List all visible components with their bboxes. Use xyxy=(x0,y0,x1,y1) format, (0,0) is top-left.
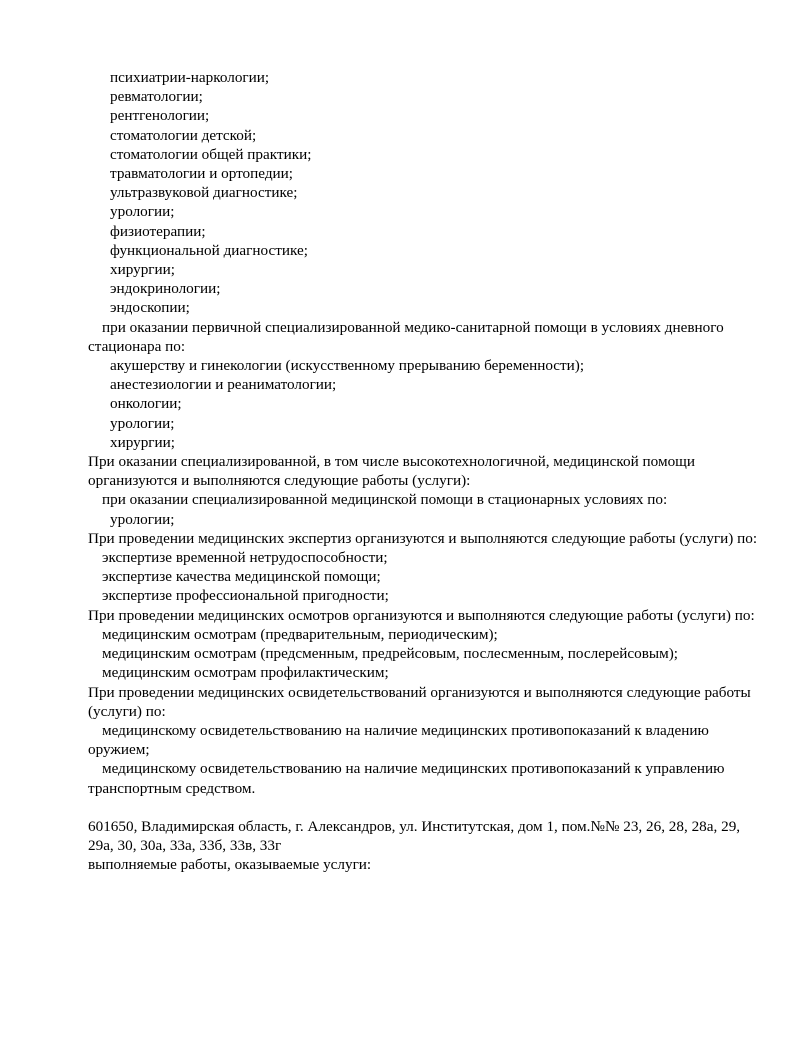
certification-heading: При проведении медицинских освидетельствований организуются и выполняются следующие работы (услуги) по: xyxy=(88,683,751,720)
spacer xyxy=(88,798,768,817)
list-item: акушерству и гинекологии (искусственному прерыванию беременности); xyxy=(110,357,585,375)
exams-heading: При проведении медицинских осмотров организуются и выполняются следующие работы (услуги) по: xyxy=(88,606,755,624)
list-item: анестезиологии и реаниматологии; xyxy=(110,376,337,394)
list-item: онкологии; xyxy=(110,395,182,413)
list-item: урологии; xyxy=(110,203,175,221)
list-item: медицинским осмотрам (предсменным, предрейсовым, послесменным, послерейсовым); xyxy=(102,645,679,663)
list-item: медицинским осмотрам профилактическим; xyxy=(102,664,389,682)
document-page xyxy=(88,68,768,875)
inpatient-heading: при оказании специализированной медицинской помощи в стационарных условиях по: xyxy=(102,491,668,509)
list-item: урологии; xyxy=(110,414,175,432)
services-label: выполняемые работы, оказываемые услуги: xyxy=(88,856,372,874)
list-item: урологии; xyxy=(110,510,175,528)
address: 601650, Владимирская область, г. Александров, ул. Институтская, дом 1, пом.№№ 23, 26, 28, 28а, 29, 29а, 30, 30а, 33а, 33б, 33в, 33г xyxy=(88,817,741,855)
list-item: рентгенологии; xyxy=(110,107,210,125)
list-item: медицинскому освидетельствованию на наличие медицинских противопоказаний к владению оружием; xyxy=(88,721,709,759)
list-item: экспертизе качества медицинской помощи; xyxy=(102,568,381,586)
list-item: физиотерапии; xyxy=(110,222,206,240)
list-item: медицинскому освидетельствованию на наличие медицинских противопоказаний к управлению транспортным средством. xyxy=(88,760,725,797)
list-item: эндокринологии; xyxy=(110,280,221,298)
list-item: хирургии; xyxy=(110,433,176,451)
list-item: ультразвуковой диагностике; xyxy=(110,184,298,202)
list-item: стоматологии общей практики; xyxy=(110,145,312,163)
list-item: стоматологии детской; xyxy=(110,126,257,144)
list-item: экспертизе временной нетрудоспособности; xyxy=(102,549,388,567)
list-item: медицинским осмотрам (предварительным, периодическим); xyxy=(102,625,498,643)
list-item: ревматологии; xyxy=(110,88,203,106)
list-item: экспертизе профессиональной пригодности; xyxy=(102,587,389,605)
list-item: эндоскопии; xyxy=(110,299,190,317)
list-item: функциональной диагностике; xyxy=(110,241,308,259)
expertise-heading: При проведении медицинских экспертиз организуются и выполняются следующие работы (услуги) по: xyxy=(88,529,758,547)
list-item: травматологии и ортопедии; xyxy=(110,165,294,183)
specialized-care-heading: При оказании специализированной, в том числе высокотехнологичной, медицинской помощи организуются и выполняются следующие работы (услуги): xyxy=(88,453,696,490)
list-item: психиатрии-наркологии; xyxy=(110,69,270,86)
day-hospital-heading: при оказании первичной специализированной медико-санитарной помощи в условиях дневного стационара по: xyxy=(88,318,724,355)
list-item: хирургии; xyxy=(110,261,176,279)
